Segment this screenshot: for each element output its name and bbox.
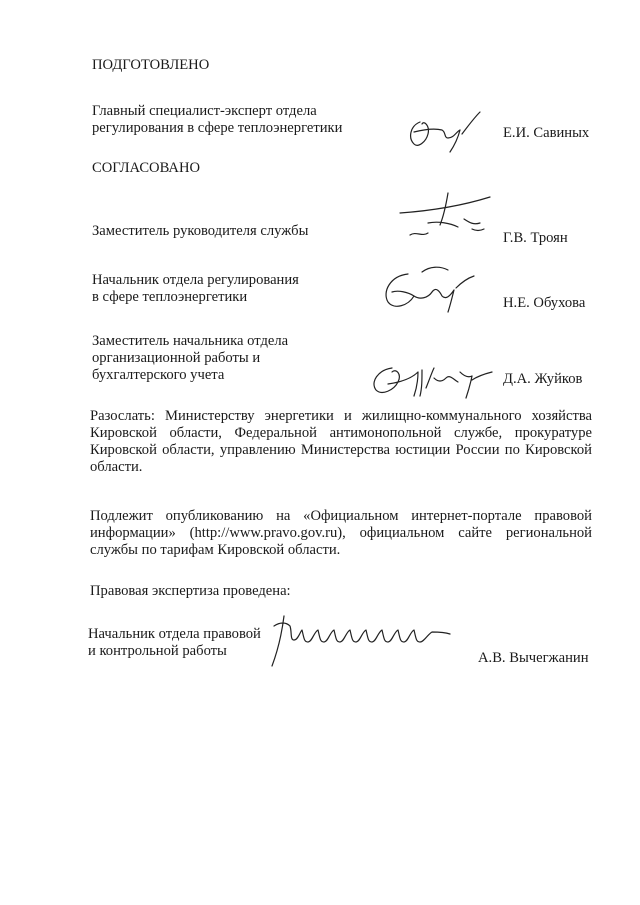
prepared-name: Е.И. Савиных	[503, 125, 590, 141]
prepared-position-line-2: регулирования в сфере теплоэнергетики	[92, 120, 343, 136]
approver-1-position	[92, 223, 308, 240]
legal-heading: Правовая экспертиза проведена:	[90, 583, 291, 599]
distribution-paragraph: Разослать: Министерству энергетики и жилищно-коммунального хозяйства Кировской области, Федеральной антимонопольной службе, прокуратуре Кировской области, управлению Министерства юстиции России по Кировской области.	[90, 408, 592, 475]
approver-3-position	[92, 333, 288, 384]
approver-2-name: Н.Е. Обухова	[503, 295, 586, 311]
signature-obukhova	[378, 262, 478, 312]
approver-2-position-line-2: в сфере теплоэнергетики	[92, 289, 248, 305]
approver-3-name: Д.А. Жуйков	[503, 371, 583, 387]
prepared-position	[92, 103, 342, 137]
signature-zhuikov	[368, 358, 498, 400]
approver-3-position-line-2: организационной работы и	[92, 350, 261, 366]
approver-2-position-line-1: Начальник отдела регулирования	[92, 272, 299, 288]
signature-troyan	[388, 185, 498, 245]
approved-heading: СОГЛАСОВАНО	[92, 160, 201, 176]
publication-paragraph: Подлежит опубликованию на «Официальном интернет-портале правовой информации» (http://www.pravo.gov.ru), официальном сайте региональной службы по тарифам Кировской области.	[90, 508, 592, 558]
legal-name: А.В. Вычегжанин	[478, 650, 589, 666]
approver-2-position	[92, 272, 299, 306]
approver-3-position-line-1: Заместитель начальника отдела	[92, 333, 289, 349]
signature-savinykh	[400, 108, 485, 153]
prepared-position-line-1: Главный специалист-эксперт отдела	[92, 103, 317, 119]
signature-vychegzhanin	[262, 610, 462, 670]
legal-position-line-2: и контрольной работы	[88, 643, 227, 659]
approver-1-position-line-1: Заместитель руководителя службы	[92, 223, 309, 239]
legal-position-line-1: Начальник отдела правовой	[88, 626, 261, 642]
approver-1-name: Г.В. Троян	[503, 230, 568, 246]
approver-3-position-line-3: бухгалтерского учета	[92, 367, 225, 383]
legal-position	[88, 626, 261, 660]
prepared-heading: ПОДГОТОВЛЕНО	[92, 57, 210, 73]
